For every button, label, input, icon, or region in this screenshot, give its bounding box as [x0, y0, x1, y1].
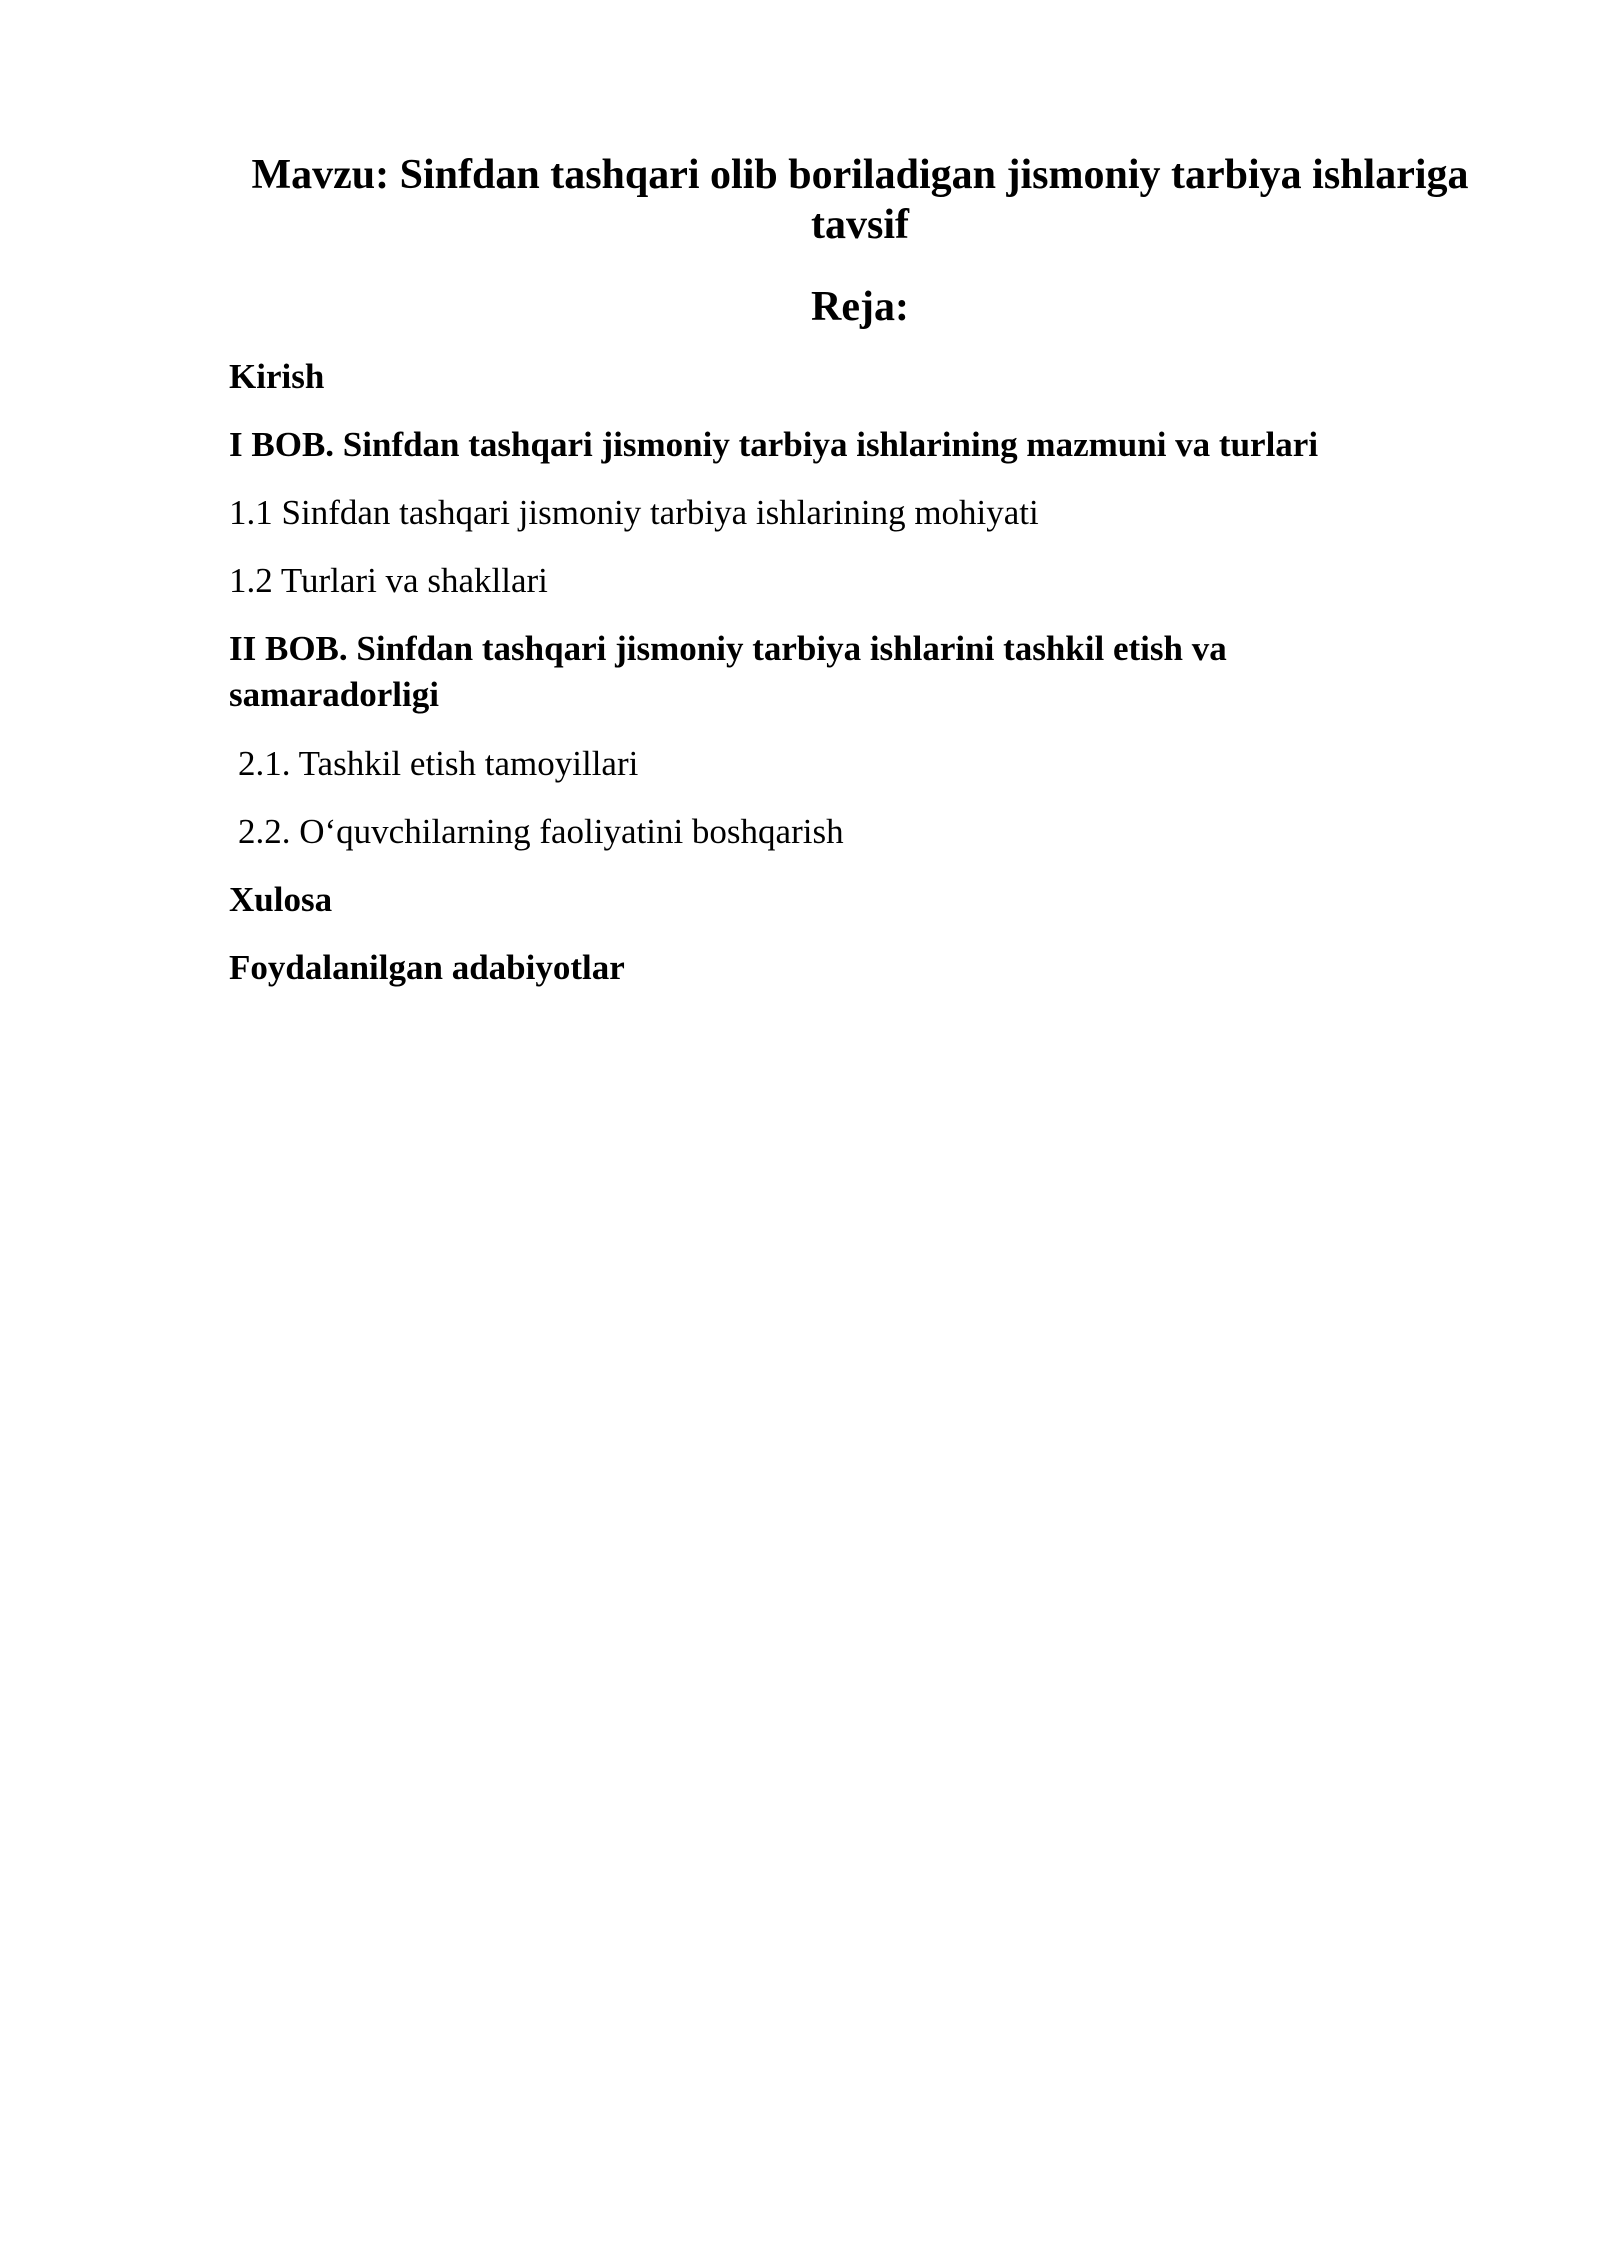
toc-section-1-1: 1.1 Sinfdan tashqari jismoniy tarbiya ishlarining mohiyati [229, 493, 1039, 532]
toc-chapter-1: I BOB. Sinfdan tashqari jismoniy tarbiya ishlarining mazmuni va turlari [229, 425, 1319, 464]
toc-intro: Kirish [229, 357, 325, 396]
toc-section-1-2: 1.2 Turlari va shakllari [229, 561, 548, 600]
toc-references: Foydalanilgan adabiyotlar [229, 948, 625, 987]
toc-chapter-2: II BOB. Sinfdan tashqari jismoniy tarbiya ishlarini tashkil etish va samaradorligi [229, 629, 1227, 714]
toc-section-2-2: 2.2. O‘quvchilarning faoliyatini boshqarish [238, 812, 844, 851]
toc-section-2-1: 2.1. Tashkil etish tamoyillari [238, 744, 639, 783]
document-title: Mavzu: Sinfdan tashqari olib boriladigan jismoniy tarbiya ishlariga tavsif [251, 152, 1469, 248]
plan-heading: Reja: [811, 284, 909, 330]
toc-conclusion: Xulosa [229, 880, 333, 919]
